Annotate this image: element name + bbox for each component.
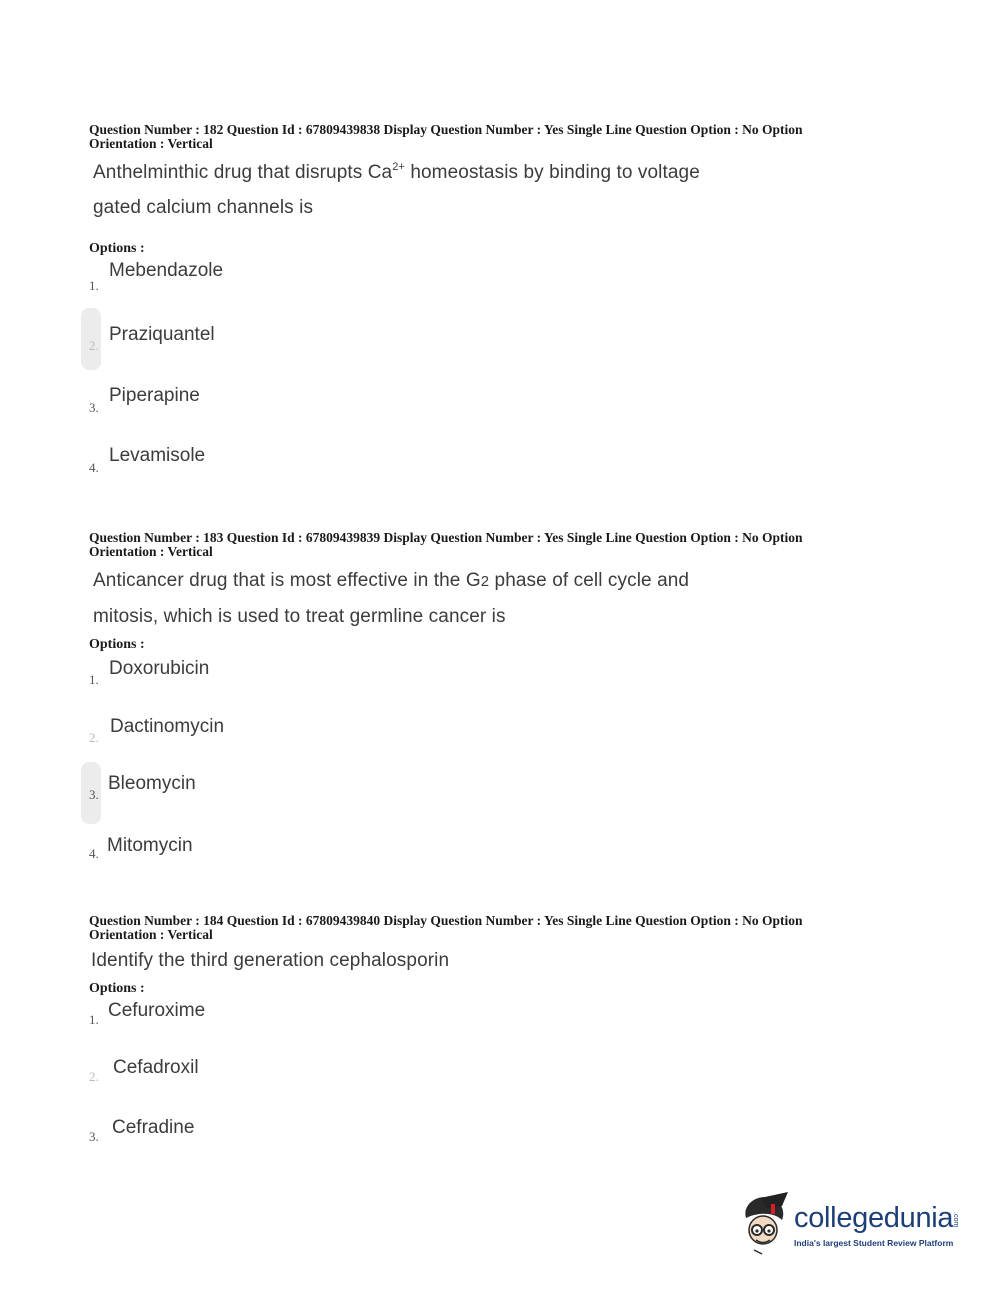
option-number: 4. xyxy=(89,460,99,475)
option-number: 1. xyxy=(89,1012,99,1027)
question-meta: Question Number : 184 Question Id : 67809439840 Display Question Number : Yes Single Line Question Option : No Option Orientation : Vertical xyxy=(89,913,803,942)
logo-suffix: .com xyxy=(952,1212,959,1228)
option-4[interactable] xyxy=(89,445,489,485)
question-meta: Question Number : 182 Question Id : 67809439838 Display Question Number : Yes Single Line Question Option : No Option Orientation : Vertical xyxy=(89,122,803,151)
option-2[interactable] xyxy=(89,1057,489,1097)
option-text: Praziquantel xyxy=(109,324,215,345)
option-text: Levamisole xyxy=(109,445,206,466)
option-text: Piperapine xyxy=(109,385,200,406)
mascot-icon xyxy=(736,1190,796,1260)
option-number: 3. xyxy=(89,787,99,802)
question-text: Anticancer drug that is most effective in the G2 phase of cell cycle and mitosis, which is used to treat germline cancer is xyxy=(93,570,690,627)
question-meta: Question Number : 183 Question Id : 67809439839 Display Question Number : Yes Single Line Question Option : No Option Orientation : Vertical xyxy=(89,530,803,559)
options-label: Options : xyxy=(89,241,145,256)
question-182 xyxy=(89,122,889,475)
option-text: Bleomycin xyxy=(108,773,196,794)
option-text: Cefradine xyxy=(112,1117,195,1138)
question-184 xyxy=(89,913,889,1144)
option-2[interactable] xyxy=(89,325,489,365)
option-3[interactable] xyxy=(89,385,489,425)
option-1[interactable] xyxy=(89,260,489,303)
logo-tagline: India's largest Student Review Platform xyxy=(794,1238,954,1248)
option-number: 2. xyxy=(89,338,99,353)
option-number: 1. xyxy=(89,672,99,687)
question-183 xyxy=(89,530,889,861)
collegedunia-logo xyxy=(736,1190,966,1260)
option-text: Dactinomycin xyxy=(110,716,225,737)
option-3[interactable] xyxy=(89,774,489,814)
option-3[interactable] xyxy=(89,1117,489,1157)
options-label: Options : xyxy=(89,981,145,996)
option-2[interactable] xyxy=(89,717,489,757)
option-number: 1. xyxy=(89,278,99,293)
option-text: Mitomycin xyxy=(107,835,193,856)
option-number: 3. xyxy=(89,1129,99,1144)
option-text: Doxorubicin xyxy=(109,658,210,679)
option-number: 3. xyxy=(89,400,99,415)
option-text: Mebendazole xyxy=(109,260,224,281)
option-text: Cefadroxil xyxy=(113,1057,199,1078)
option-text: Cefuroxime xyxy=(108,1000,206,1021)
option-1[interactable] xyxy=(89,1000,489,1040)
question-text: Identify the third generation cephalosporin xyxy=(91,950,450,971)
option-4[interactable] xyxy=(89,836,489,876)
option-number: 4. xyxy=(89,846,99,861)
option-number: 2. xyxy=(89,730,99,745)
option-1[interactable] xyxy=(89,659,489,699)
logo-wordmark: collegedunia xyxy=(794,1202,954,1234)
question-text: Anthelminthic drug that disrupts $Ca^{2+}$ homeostasis by binding to voltage gated calcium channels is xyxy=(93,161,700,218)
option-number: 2. xyxy=(89,1069,99,1084)
options-label: Options : xyxy=(89,637,145,652)
